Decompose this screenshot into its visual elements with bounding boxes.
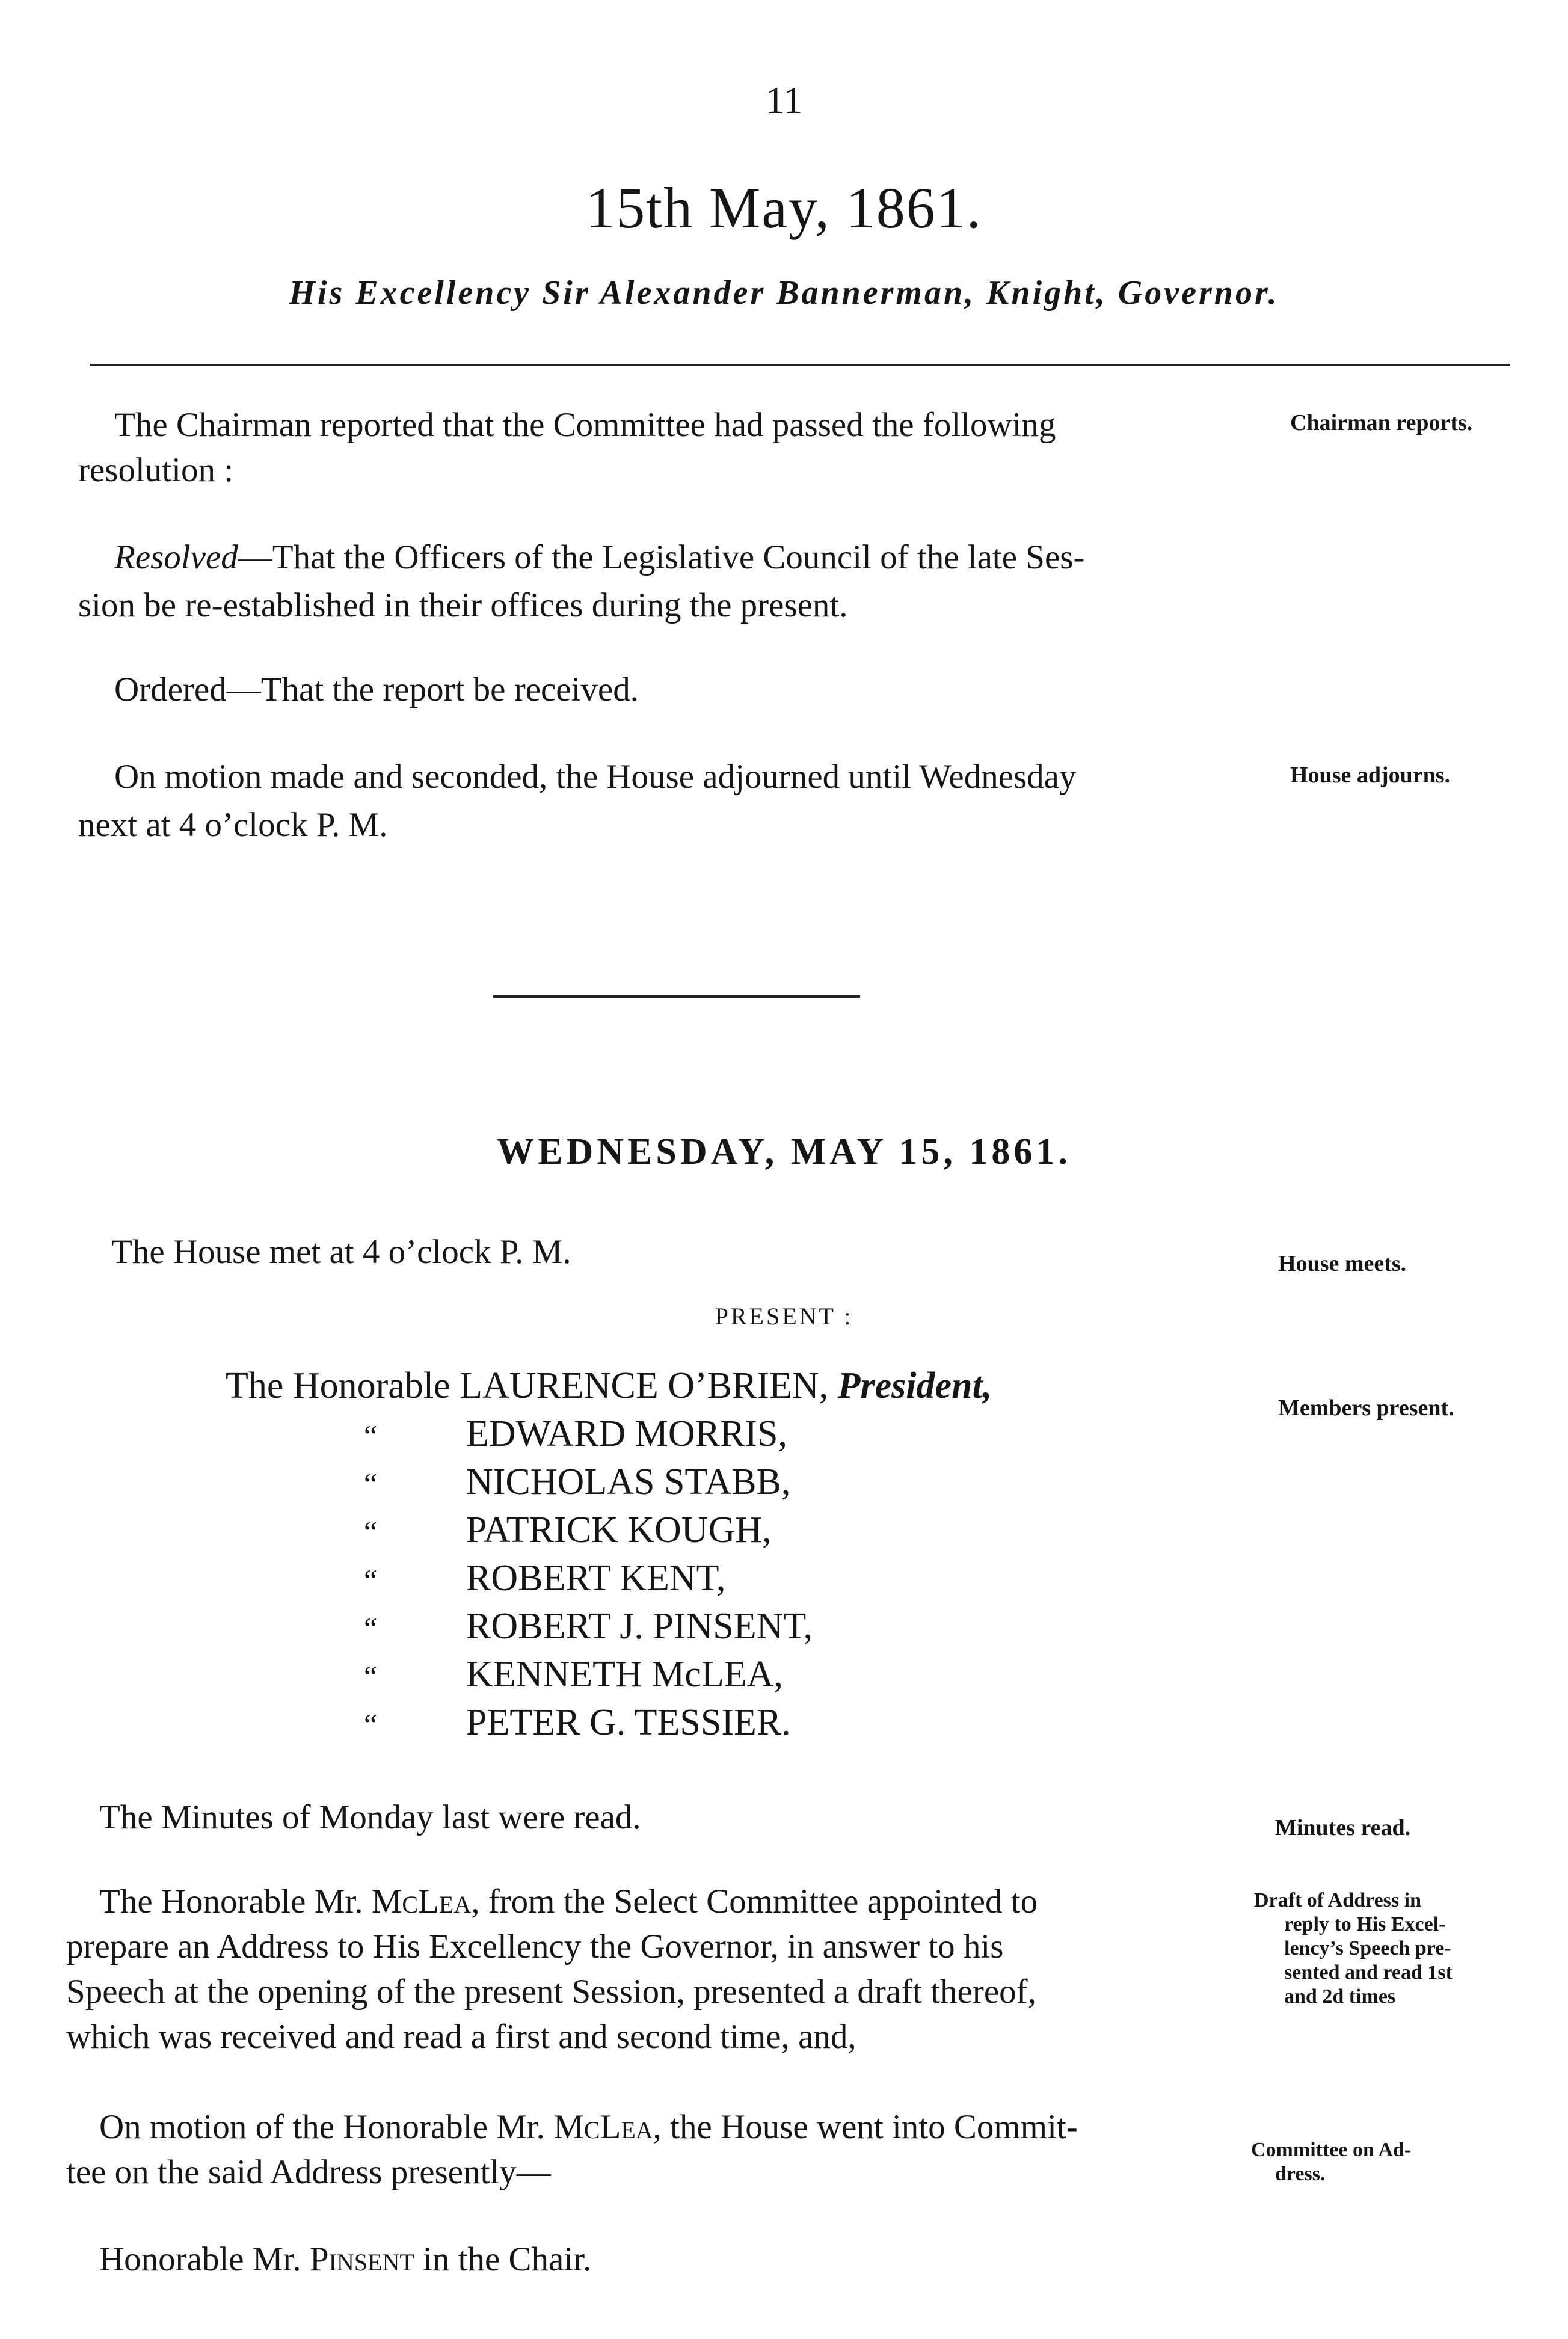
ditto-mark: “: [364, 1467, 378, 1501]
member-name: KENNETH McLEA,: [466, 1654, 783, 1695]
margin-note-committee: [1251, 2138, 1411, 2186]
member-name: ROBERT KENT,: [466, 1558, 726, 1599]
chair-a: Honorable Mr.: [99, 2240, 301, 2278]
draft-line-2: prepare an Address to His Excellency the Governor, in answer to his: [66, 1928, 1004, 1966]
member-row: [364, 1458, 377, 1507]
ditto-mark: “: [364, 1707, 378, 1741]
margin-note-draft-line: and 2d times: [1284, 1985, 1396, 2008]
member-name: EDWARD MORRIS,: [466, 1413, 787, 1454]
member-name: NICHOLAS STABB,: [466, 1461, 791, 1502]
house-met-line: The House met at 4 o’clock P. M.: [111, 1233, 571, 1271]
resolved-line-1-rest: —That the Officers of the Legislative Council of the late Ses-: [238, 538, 1085, 576]
margin-note-committee-line: dress.: [1275, 2163, 1326, 2185]
committee-line-2: tee on the said Address presently—: [66, 2153, 551, 2191]
margin-note-draft-line: Draft of Address in: [1254, 1889, 1421, 1911]
member-row: [364, 1410, 377, 1459]
margin-note-draft-line: lency’s Speech pre-: [1284, 1937, 1451, 1959]
ordered-line: Ordered—That the report be received.: [114, 671, 639, 708]
margin-note-committee-line: Committee on Ad-: [1251, 2139, 1412, 2161]
adjourn-line-2: next at 4 o’clock P. M.: [78, 806, 388, 844]
draft-line-3: Speech at the opening of the present Session, presented a draft thereof,: [66, 1973, 1036, 2011]
member-name: ROBERT J. PINSENT,: [466, 1606, 813, 1647]
present-heading: PRESENT :: [715, 1303, 853, 1330]
resolved-lead: Resolved: [114, 538, 238, 576]
committee-name: McLea: [553, 2108, 653, 2146]
margin-note-draft-line: reply to His Excel-: [1284, 1913, 1446, 1935]
margin-note-members: Members present.: [1278, 1395, 1454, 1421]
committee-line-1-b: , the House went into Commit-: [653, 2108, 1078, 2146]
member-name: PATRICK KOUGH,: [466, 1510, 772, 1551]
chair-name: Pinsent: [309, 2240, 414, 2278]
resolved-line-2: sion be re-established in their offices during the present.: [78, 586, 848, 624]
adjourn-line-1: On motion made and seconded, the House adjourned until Wednesday: [114, 758, 1077, 796]
member-row: [364, 1555, 377, 1603]
ditto-mark: “: [364, 1611, 378, 1645]
member-row: [364, 1507, 377, 1555]
ditto-mark: “: [364, 1419, 378, 1452]
member-row: [226, 1362, 992, 1409]
minutes-line: The Minutes of Monday last were read.: [99, 1798, 641, 1836]
member-prefix: The Honorable: [226, 1365, 450, 1406]
margin-note-chairman: Chairman reports.: [1290, 410, 1473, 435]
member-row: [364, 1699, 377, 1748]
date-title: 15th May, 1861.: [586, 176, 982, 240]
ditto-mark: “: [364, 1563, 378, 1597]
margin-note-adjourns: House adjourns.: [1290, 763, 1451, 788]
margin-note-draft: [1254, 1889, 1453, 2009]
header-divider: [90, 364, 1510, 366]
member-row: [364, 1603, 377, 1652]
member-name: PETER G. TESSIER.: [466, 1702, 791, 1743]
ditto-mark: “: [364, 1659, 378, 1693]
draft-line-1-a: The Honorable Mr.: [99, 1883, 363, 1920]
page-number: 11: [765, 79, 803, 121]
member-name: LAURENCE O’BRIEN,: [460, 1365, 829, 1406]
draft-line-4: which was received and read a first and second time, and,: [66, 2018, 856, 2056]
report-line-1: The Chairman reported that the Committee had passed the following: [114, 406, 1056, 444]
margin-note-house-meets: House meets.: [1278, 1251, 1407, 1276]
margin-note-draft-line: sented and read 1st: [1284, 1961, 1453, 1984]
chair-line: [99, 2231, 591, 2288]
draft-line-1-b: , from the Select Committee appointed to: [471, 1883, 1038, 1920]
governor-line: His Excellency Sir Alexander Bannerman, Knight, Governor.: [289, 274, 1279, 312]
draft-name: McLea: [371, 1883, 472, 1920]
committee-line-1-a: On motion of the Honorable Mr.: [99, 2108, 545, 2146]
report-line-2: resolution :: [78, 451, 234, 489]
ditto-mark: “: [364, 1515, 378, 1549]
day-heading: WEDNESDAY, MAY 15, 1861.: [497, 1131, 1071, 1172]
margin-note-minutes: Minutes read.: [1275, 1815, 1411, 1840]
chair-b: in the Chair.: [414, 2240, 592, 2278]
member-title: President,: [837, 1365, 992, 1406]
member-row: [364, 1651, 377, 1700]
section-divider: [493, 995, 860, 998]
